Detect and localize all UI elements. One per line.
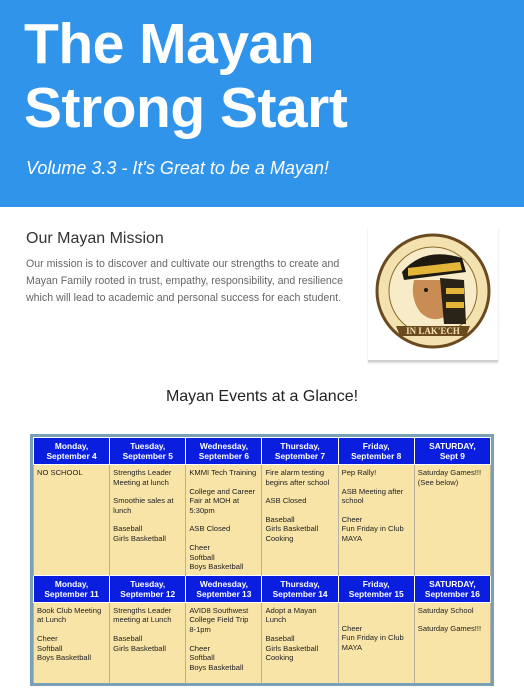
calendar-cell: Strengths Leader Meeting at lunch Smoothie sales at lunch Baseball Girls Basketball <box>110 465 186 576</box>
header-banner <box>0 0 524 207</box>
calendar-cell: Fire alarm testing begins after school ASB Closed Baseball Girls Basketball Cooking <box>262 465 338 576</box>
day-header: Monday, September 4 <box>34 438 110 465</box>
subtitle: Volume 3.3 - It's Great to be a Mayan! <box>26 158 329 178</box>
day-header: Thursday, September 14 <box>262 575 338 602</box>
day-header: Monday, September 11 <box>34 575 110 602</box>
calendar-cell: Saturday Games!!! (See below) <box>414 465 490 576</box>
day-header: Wednesday, September 13 <box>186 575 262 602</box>
title-line-1: The Mayan <box>24 12 315 76</box>
calendar-cell: Adopt a Mayan Lunch Baseball Girls Basketball Cooking <box>262 602 338 683</box>
calendar-cell: Book Club Meeting at Lunch Cheer Softball Boys Basketball <box>34 602 110 683</box>
calendar-cell: Cheer Fun Friday in Club MAYA <box>338 602 414 683</box>
day-header: Tuesday, September 12 <box>110 575 186 602</box>
day-header: SATURDAY, September 16 <box>414 575 490 602</box>
calendar-header-row <box>34 575 491 602</box>
mayan-logo-image <box>368 228 498 362</box>
events-heading: Mayan Events at a Glance! <box>165 388 359 405</box>
calendar-cell: NO SCHOOL <box>34 465 110 576</box>
mission-heading: Our Mayan Mission <box>26 230 164 247</box>
day-header: SATURDAY, Sept 9 <box>414 438 490 465</box>
day-header: Friday, September 8 <box>338 438 414 465</box>
logo-text: IN LAK'ECH <box>406 326 460 336</box>
calendar-header-row <box>34 438 491 465</box>
calendar-cell: KMMI Tech Training College and Career Fair at MOH at 5:30pm ASB Closed Cheer Softball Boys Basketball <box>186 465 262 576</box>
calendar-row-week2 <box>34 602 491 683</box>
day-header: Tuesday, September 5 <box>110 438 186 465</box>
page-title <box>24 12 504 140</box>
calendar-cell: AVID8 Southwest College Field Trip 8-1pm Cheer Softball Boys Basketball <box>186 602 262 683</box>
events-calendar <box>30 434 494 686</box>
calendar-cell: Strengths Leader meeting at Lunch Baseball Girls Basketball <box>110 602 186 683</box>
title-line-2: Strong Start <box>24 76 348 140</box>
mayan-logo-icon <box>374 232 492 350</box>
calendar-row-week1 <box>34 465 491 576</box>
mission-text: Our mission is to discover and cultivate our strengths to create and Mayan Family rooted in trust, empathy, responsibility, and resilience which will lead to academic and personal success for each student. <box>26 258 343 304</box>
day-header: Wednesday, September 6 <box>186 438 262 465</box>
day-header: Thursday, September 7 <box>262 438 338 465</box>
calendar-cell: Saturday School Saturday Games!!! <box>414 602 490 683</box>
calendar-table <box>33 437 491 683</box>
day-header: Friday, September 15 <box>338 575 414 602</box>
calendar-cell: Pep Rally! ASB Meeting after school Cheer Fun Friday in Club MAYA <box>338 465 414 576</box>
